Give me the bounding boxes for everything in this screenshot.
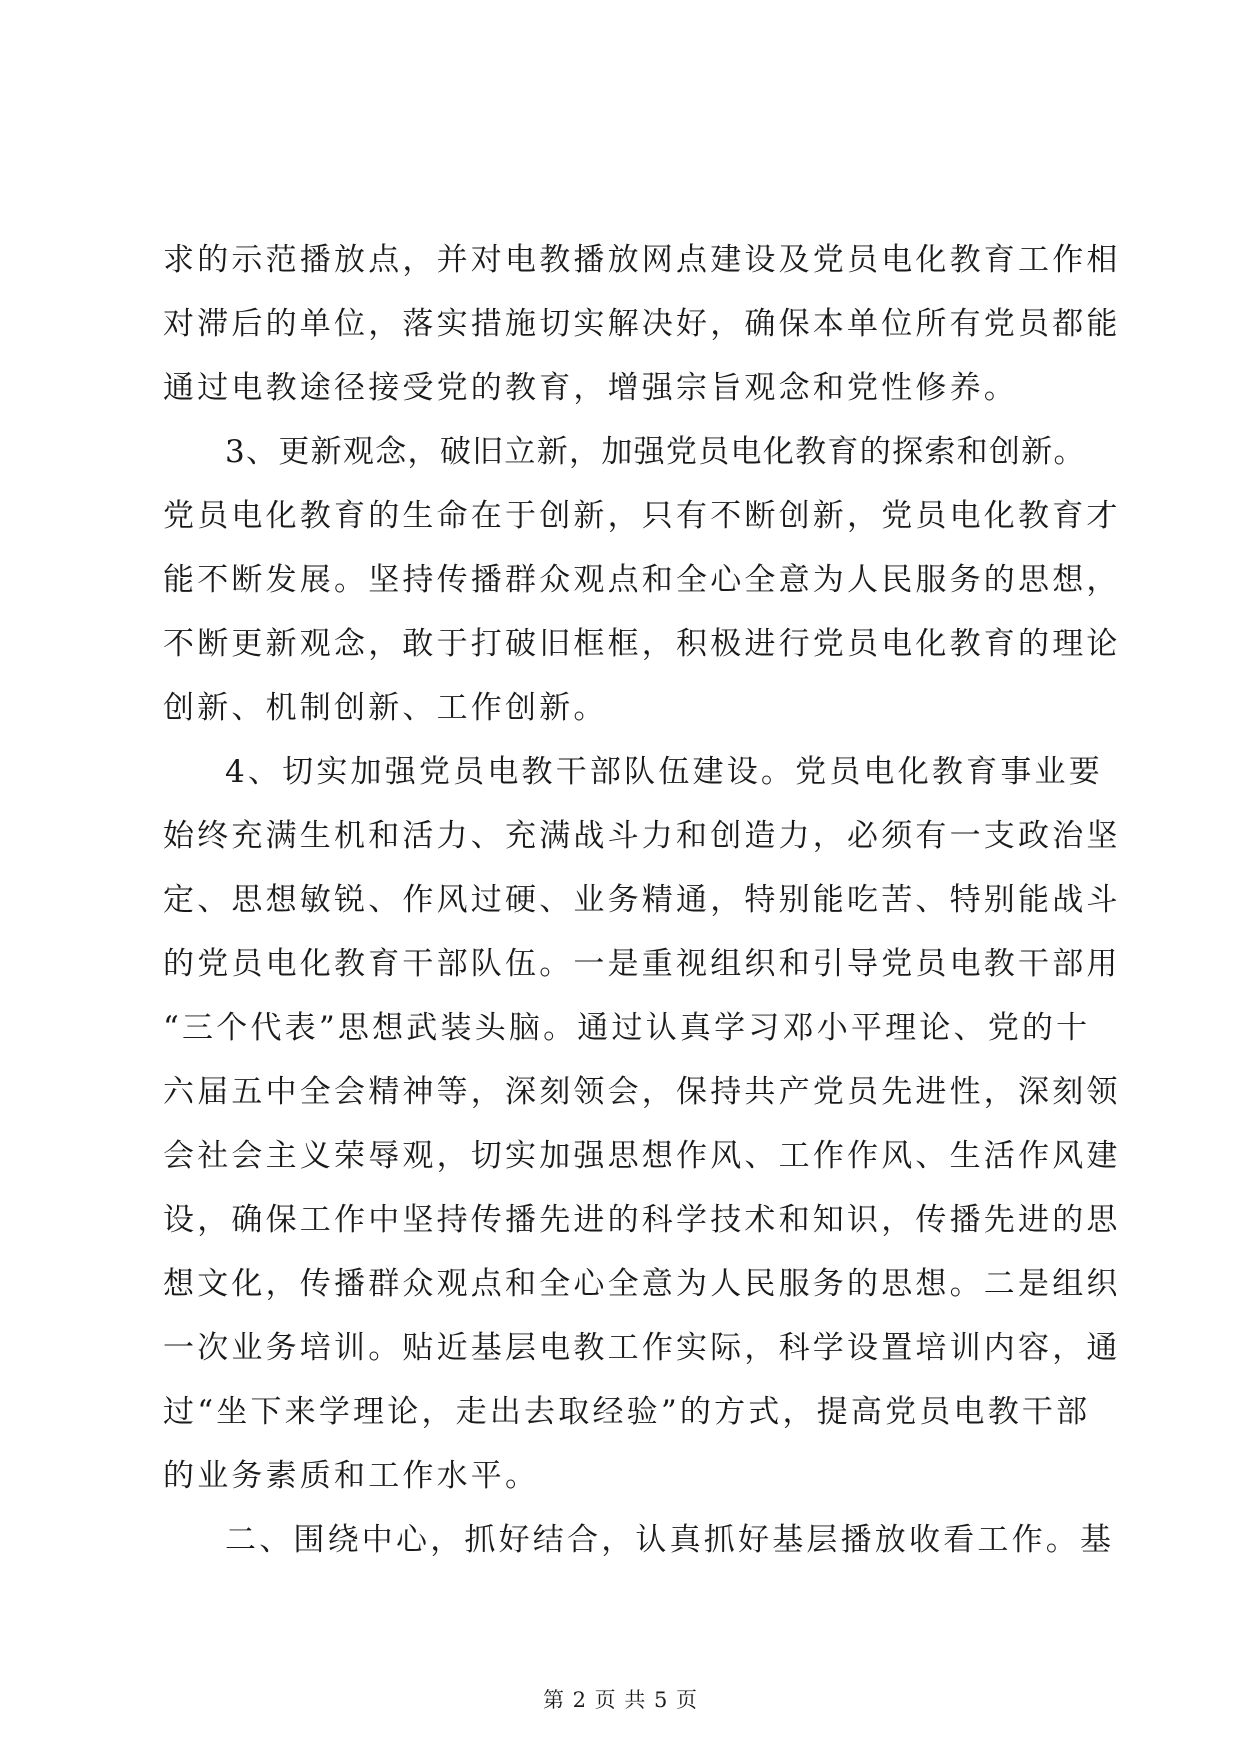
paragraph-3-first-line: 3、更新观念，破旧立新，加强党员电化教育的探索和创新。 [225, 434, 1086, 470]
text-line: 想文化，传播群众观点和全心全意为人民服务的思想。二是组织 [163, 1266, 1121, 1302]
text-line: 会社会主义荣辱观，切实加强思想作风、工作作风、生活作风建 [163, 1138, 1121, 1174]
text-line: 一次业务培训。贴近基层电教工作实际，科学设置培训内容，通 [163, 1330, 1121, 1366]
text-line: 六届五中全会精神等，深刻领会，保持共产党员先进性，深刻领 [163, 1074, 1121, 1110]
text-line: 过“坐下来学理论，走出去取经验”的方式，提高党员电教干部 [163, 1394, 1091, 1430]
text-line: 通过电教途径接受党的教育，增强宗旨观念和党性修养。 [163, 370, 1018, 406]
text-line: 求的示范播放点，并对电教播放网点建设及党员电化教育工作相 [163, 242, 1121, 278]
text-line: 的党员电化教育干部队伍。一是重视组织和引导党员电教干部用 [163, 946, 1121, 982]
paragraph-4-first-line: 4、切实加强党员电教干部队伍建设。党员电化教育事业要 [225, 754, 1103, 790]
text-line: 党员电化教育的生命在于创新，只有不断创新，党员电化教育才 [163, 498, 1121, 534]
text-line: 不断更新观念，敢于打破旧框框，积极进行党员电化教育的理论 [163, 626, 1121, 662]
text-line: 能不断发展。坚持传播群众观点和全心全意为人民服务的思想， [163, 562, 1121, 598]
text-line: 对滞后的单位，落实措施切实解决好，确保本单位所有党员都能 [163, 306, 1121, 342]
section-2-first-line: 二、围绕中心，抓好结合，认真抓好基层播放收看工作。基 [225, 1522, 1115, 1558]
text-line: 设，确保工作中坚持传播先进的科学技术和知识，传播先进的思 [163, 1202, 1121, 1238]
page-number-footer: 第 2 页 共 5 页 [542, 1688, 699, 1712]
text-line: 的业务素质和工作水平。 [163, 1458, 540, 1494]
text-line: “三个代表”思想武装头脑。通过认真学习邓小平理论、党的十 [163, 1010, 1091, 1046]
text-line: 创新、机制创新、工作创新。 [163, 690, 608, 726]
text-line: 始终充满生机和活力、充满战斗力和创造力，必须有一支政治坚 [163, 818, 1121, 854]
text-line: 定、思想敏锐、作风过硬、业务精通，特别能吃苦、特别能战斗 [163, 882, 1121, 918]
